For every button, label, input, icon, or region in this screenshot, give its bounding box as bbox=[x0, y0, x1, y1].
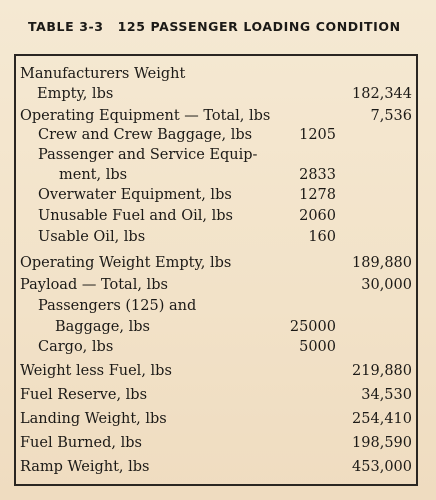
row-label: Baggage, lbs bbox=[55, 319, 150, 335]
row-total: 453,000 bbox=[352, 459, 412, 475]
row-total: 7,536 bbox=[370, 108, 412, 124]
table-row bbox=[0, 433, 436, 453]
table-row bbox=[0, 253, 436, 273]
row-label: Passengers (125) and bbox=[38, 298, 197, 314]
table-row bbox=[0, 165, 436, 185]
row-subvalue: 25000 bbox=[289, 319, 336, 335]
row-label: Fuel Reserve, lbs bbox=[20, 387, 148, 403]
row-label: Manufacturers Weight bbox=[20, 66, 186, 82]
table-number: TABLE 3-3 bbox=[28, 19, 104, 34]
row-label: Passenger and Service Equip- bbox=[38, 147, 258, 163]
table-row bbox=[0, 145, 436, 165]
row-total: 30,000 bbox=[361, 277, 412, 293]
table-row bbox=[0, 227, 436, 247]
row-total: 34,530 bbox=[361, 387, 412, 403]
row-label: Usable Oil, lbs bbox=[38, 229, 146, 245]
row-total: 219,880 bbox=[352, 363, 412, 379]
table-row bbox=[0, 317, 436, 337]
table-row bbox=[0, 206, 436, 226]
row-total: 198,590 bbox=[352, 435, 412, 451]
table-row bbox=[0, 409, 436, 429]
table-row bbox=[0, 64, 436, 84]
row-label: Unusable Fuel and Oil, lbs bbox=[38, 208, 233, 224]
row-label: Payload — Total, lbs bbox=[20, 277, 168, 293]
row-label: Operating Weight Empty, lbs bbox=[20, 255, 232, 271]
table-row bbox=[0, 125, 436, 145]
table-title-text: 125 PASSENGER LOADING CONDITION bbox=[117, 19, 401, 34]
table-row bbox=[0, 84, 436, 104]
row-label: Operating Equipment — Total, lbs bbox=[20, 108, 271, 124]
row-subvalue: 1205 bbox=[299, 127, 336, 143]
table-row bbox=[0, 275, 436, 295]
table-row bbox=[0, 296, 436, 316]
table-title bbox=[28, 19, 401, 34]
table-bottom-rule bbox=[14, 484, 418, 486]
row-label: Landing Weight, lbs bbox=[20, 411, 167, 427]
row-subvalue: 2833 bbox=[299, 167, 336, 183]
row-label: ment, lbs bbox=[59, 167, 128, 183]
table-row bbox=[0, 385, 436, 405]
table-top-rule bbox=[14, 54, 418, 56]
row-label: Crew and Crew Baggage, lbs bbox=[38, 127, 253, 143]
row-label: Weight less Fuel, lbs bbox=[20, 363, 172, 379]
row-total: 254,410 bbox=[352, 411, 412, 427]
row-label: Cargo, lbs bbox=[38, 339, 114, 355]
row-subvalue: 1278 bbox=[299, 187, 336, 203]
row-subvalue: 2060 bbox=[299, 208, 336, 224]
table-row bbox=[0, 185, 436, 205]
row-total: 182,344 bbox=[352, 86, 412, 102]
table-row bbox=[0, 337, 436, 357]
row-subvalue: 160 bbox=[308, 229, 336, 245]
table-row bbox=[0, 361, 436, 381]
row-total: 189,880 bbox=[352, 255, 412, 271]
row-label: Empty, lbs bbox=[37, 86, 114, 102]
row-label: Overwater Equipment, lbs bbox=[38, 187, 232, 203]
table-row bbox=[0, 106, 436, 126]
row-subvalue: 5000 bbox=[299, 339, 336, 355]
row-label: Ramp Weight, lbs bbox=[20, 459, 150, 475]
row-label: Fuel Burned, lbs bbox=[20, 435, 142, 451]
table-row bbox=[0, 457, 436, 477]
